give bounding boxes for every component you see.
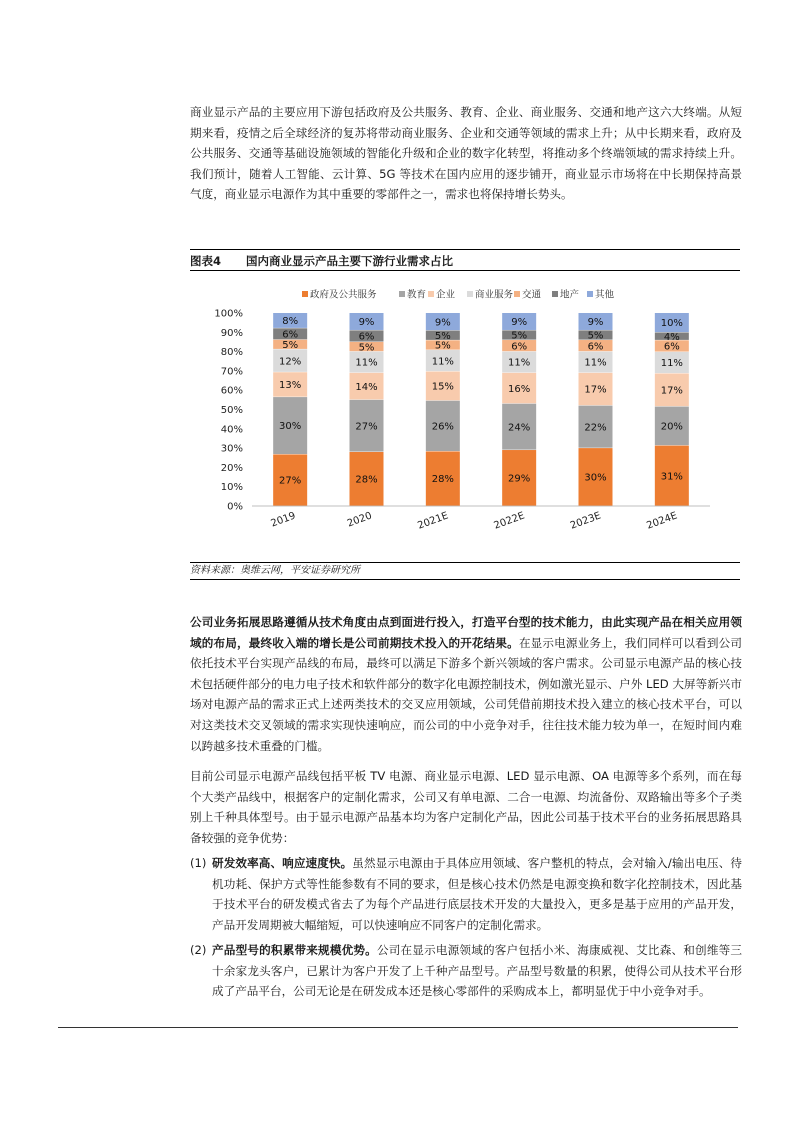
y-tick-label: 60% [220,385,243,397]
x-tick-label: 2022E [492,510,527,532]
data-label: 14% [355,381,378,393]
x-tick-label: 2024E [645,510,679,532]
advantage-item-text: 虽然显示电源由于具体应用领域、客户整机的特点，会对输入/输出电压、待机功耗、保护方式等性能参数有不同的要求，但是核心技术仍然是电源变换和数字化控制技术，因此基于技术平台的研发模式省去了为每个产品进行底层技术开发的大量投入，更多是基于应用的产品开发，产品开发周期被大幅缩短，可以快速响应不同客户的定制化需求。 [212,856,742,932]
data-label: 17% [660,385,683,397]
data-label: 5% [358,342,375,354]
data-label: 27% [355,421,378,433]
y-tick-label: 70% [220,366,243,378]
data-label: 27% [279,475,302,487]
data-label: 22% [584,422,607,434]
data-label: 9% [587,317,604,329]
advantage-item-index: (1) [190,856,207,870]
figure-title-bar [190,249,740,271]
data-label: 6% [587,341,604,353]
data-label: 17% [584,384,607,396]
advantage-item-1 [190,853,742,935]
legend-label: 企业 [436,289,456,301]
data-label: 9% [358,317,375,329]
data-label: 11% [584,357,607,369]
data-label: 5% [587,330,604,342]
legend-swatch [514,291,520,297]
data-label: 9% [434,317,451,329]
legend-label: 政府及公共服务 [310,289,377,301]
data-label: 11% [355,357,378,369]
data-label: 6% [511,341,528,353]
advantage-item-heading: 产品型号的积累带来规模优势。 [212,943,377,957]
data-label: 9% [511,317,528,329]
legend-swatch [587,291,593,297]
data-label: 11% [431,356,454,368]
y-tick-label: 40% [220,424,243,436]
data-label: 12% [279,356,302,368]
y-tick-label: 10% [220,482,243,494]
figure-title: 国内商业显示产品主要下游行业需求占比 [246,254,453,268]
data-label: 10% [660,318,683,330]
legend-label: 商业服务 [475,289,514,301]
data-label: 28% [431,474,454,486]
data-label: 31% [660,471,683,483]
strategy-paragraph [190,612,742,756]
data-label: 6% [358,331,375,343]
product-line-paragraph: 目前公司显示电源产品线包括平板 TV 电源、商业显示电源、LED 显示电源、OA 电源等多个系列，而在每个大类产品线中，根据客户的定制化需求，公司又有单电源、二合一电源、均流备份、双路输出等多个子类别上千种具体型号。由于显示电源产品基本均为客户定制化产品，因此公司基于技术平台的业务拓展思路具备较强的竞争优势： [190,769,742,845]
data-label: 16% [508,383,531,395]
data-label: 24% [508,422,531,434]
stacked-bar-chart [190,280,742,558]
figure-number: 图表4 [190,254,222,268]
advantage-item-text: 公司在显示电源领域的客户包括小米、海康威视、艾比森、和创维等三十余家龙头客户，已累计为客户开发了上千种产品型号。产品型号数量的积累，使得公司从技术平台形成了产品平台，公司无论是在研发成本还是核心零部件的采购成本上，都明显优于中小竞争对手。 [212,943,742,999]
y-tick-label: 30% [220,443,243,455]
x-tick-label: 2019 [269,510,298,530]
advantage-item-heading: 研发效率高、响应速度快。 [212,856,353,870]
data-label: 4% [663,331,680,343]
advantage-item-2 [190,940,742,1002]
y-tick-label: 80% [220,347,243,359]
y-tick-label: 90% [220,327,243,339]
legend-swatch [467,291,473,297]
x-tick-label: 2021E [416,510,450,532]
data-label: 28% [355,474,378,486]
y-tick-label: 20% [220,462,243,474]
data-label: 6% [663,341,680,353]
x-tick-label: 2020 [345,510,374,530]
legend-swatch [552,291,558,297]
data-label: 30% [279,421,302,433]
data-label: 8% [282,316,299,328]
data-label: 5% [434,330,451,342]
legend-swatch [302,291,308,297]
data-label: 29% [508,473,531,485]
strategy-paragraph-bold: 公司业务拓展思路遵循从技术角度由点到面进行投入，打造平台型的技术能力，由此实现产品在相关应用领域的布局，最终收入端的增长是公司前期技术投入的开花结果。 [190,615,742,650]
data-label: 5% [282,340,299,352]
data-label: 11% [660,358,683,370]
x-tick-label: 2023E [568,510,603,532]
data-label: 13% [279,380,302,392]
figure-source: 资料来源：奥维云网，平安证券研究所 [190,562,740,580]
y-tick-label: 100% [214,308,243,320]
advantage-item-index: (2) [190,943,207,957]
intro-paragraph: 商业显示产品的主要应用下游包括政府及公共服务、教育、企业、商业服务、交通和地产这六大终端。从短期来看，疫情之后全球经济的复苏将带动商业服务、企业和交通等领域的需求上升；从中长期来看，政府及公共服务、交通等基础设施领域的智能化升级和企业的数字化转型，将推动多个终端领域的需求持续上升。我们预计，随着人工智能、云计算、5G 等技术在国内应用的逐步铺开，商业显示市场将在中长期保持高景气度，商业显示电源作为其中重要的零部件之一，需求也将保持增长势头。 [190,105,742,202]
strategy-paragraph-text: 在显示电源业务上，我们同样可以看到公司依托技术平台实现产品线的布局，最终可以满足下游多个新兴领域的客户需求。公司显示电源产品的核心技术包括硬件部分的电力电子技术和软件部分的数字化电源控制技术，例如激光显示、户外 LED 大屏等新兴市场对电源产品的需求正式上述两类技术的交叉应用领域，公司凭借前期技术投入建立的核心技术平台，可以对这类技术交叉领域的需求实现快速响应，而公司的中小竞争对手，往往技术能力较为单一，在短时间内难以跨越多技术重叠的门槛。 [190,635,742,753]
data-label: 5% [434,340,451,352]
legend-label: 交通 [522,289,542,301]
footer-divider [58,1027,738,1028]
legend-label: 地产 [560,289,580,301]
data-label: 6% [282,329,299,341]
legend-swatch [399,291,405,297]
data-label: 20% [660,421,683,433]
data-label: 30% [584,472,607,484]
data-label: 11% [508,357,531,369]
data-label: 15% [431,381,454,393]
data-label: 5% [511,330,528,342]
data-label: 26% [431,421,454,433]
legend-label: 其他 [595,289,615,301]
y-tick-label: 0% [227,501,243,513]
legend-swatch [428,291,434,297]
y-tick-label: 50% [220,405,243,416]
legend-label: 教育 [407,289,427,301]
